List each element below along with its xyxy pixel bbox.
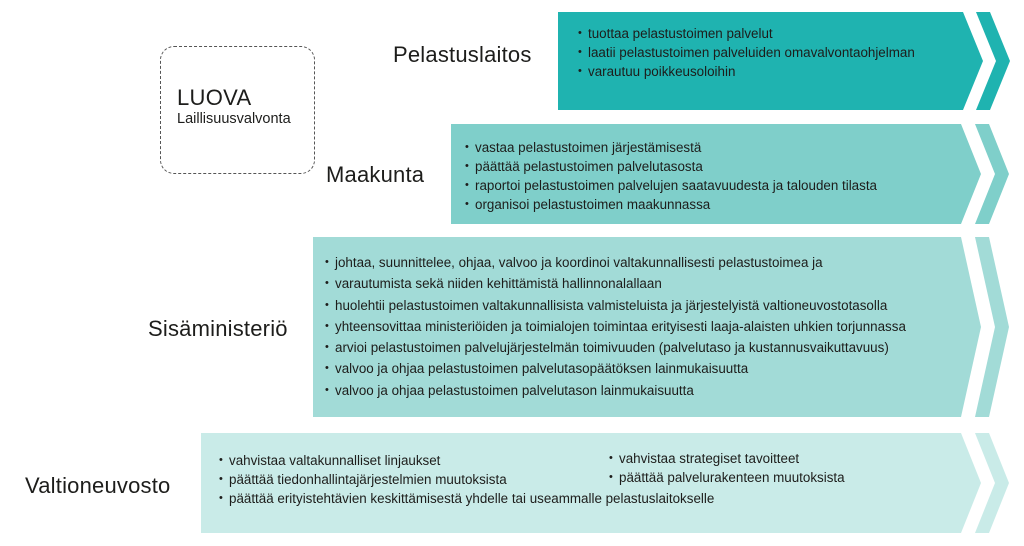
list-item: • laatii pelastustoimen palveluiden omavalvontaohjelman <box>578 43 915 62</box>
list-valtioneuvosto-right <box>609 449 845 487</box>
list-item: • päättää tiedonhallintajärjestelmien muutoksista <box>219 470 714 489</box>
list-item: • huolehtii pelastustoimen valtakunnallisista valmisteluista ja järjestelyistä valtioneuvostotasolla <box>325 295 906 316</box>
list-maakunta <box>465 138 877 214</box>
list-item: • arvioi pelastustoimen palvelujärjestelmän toimivuuden (palvelutaso ja kustannusvaikuttavuus) <box>325 337 906 358</box>
label-maakunta: Maakunta <box>326 162 425 187</box>
band-maakunta <box>451 124 1008 224</box>
luova-subtitle: Laillisuusvalvonta <box>177 111 291 127</box>
label-valtioneuvosto: Valtioneuvosto <box>25 473 171 498</box>
list-item: • valvoo ja ohjaa pelastustoimen palvelutasopäätöksen lainmukaisuutta <box>325 358 906 379</box>
band-valtioneuvosto <box>201 433 1008 533</box>
list-item: • päättää pelastustoimen palvelutasosta <box>465 157 877 176</box>
list-item: • tuottaa pelastustoimen palvelut <box>578 24 915 43</box>
list-item: • vastaa pelastustoimen järjestämisestä <box>465 138 877 157</box>
list-item: • vahvistaa valtakunnalliset linjaukset <box>219 451 714 470</box>
list-item: • varautumista sekä niiden kehittämistä hallinnonalallaan <box>325 273 906 294</box>
label-pelastuslaitos: Pelastuslaitos <box>393 42 532 67</box>
luova-box <box>160 46 315 174</box>
list-item: • varautuu poikkeusoloihin <box>578 62 915 81</box>
label-sisaministerio: Sisäministeriö <box>148 316 288 341</box>
list-item: • vahvistaa strategiset tavoitteet <box>609 449 845 468</box>
list-item: • päättää erityistehtävien keskittämisestä yhdelle tai useammalle pelastuslaitokselle <box>219 489 714 508</box>
list-item: • raportoi pelastustoimen palvelujen saatavuudesta ja talouden tilasta <box>465 176 877 195</box>
list-item: • johtaa, suunnittelee, ohjaa, valvoo ja koordinoi valtakunnallisesti pelastustoimea ja <box>325 252 906 273</box>
list-pelastuslaitos <box>578 24 915 81</box>
list-item: • organisoi pelastustoimen maakunnassa <box>465 195 877 214</box>
band-pelastuslaitos <box>558 12 1008 110</box>
list-item: • yhteensovittaa ministeriöiden ja toimialojen toimintaa erityisesti laaja-alaisten uhkien torjunnassa <box>325 316 906 337</box>
list-sisaministerio <box>325 252 906 401</box>
band-sisaministerio <box>313 237 1008 417</box>
list-item: • valvoo ja ohjaa pelastustoimen palvelutason lainmukaisuutta <box>325 380 906 401</box>
luova-title: LUOVA <box>177 85 252 110</box>
list-item: • päättää palvelurakenteen muutoksista <box>609 468 845 487</box>
